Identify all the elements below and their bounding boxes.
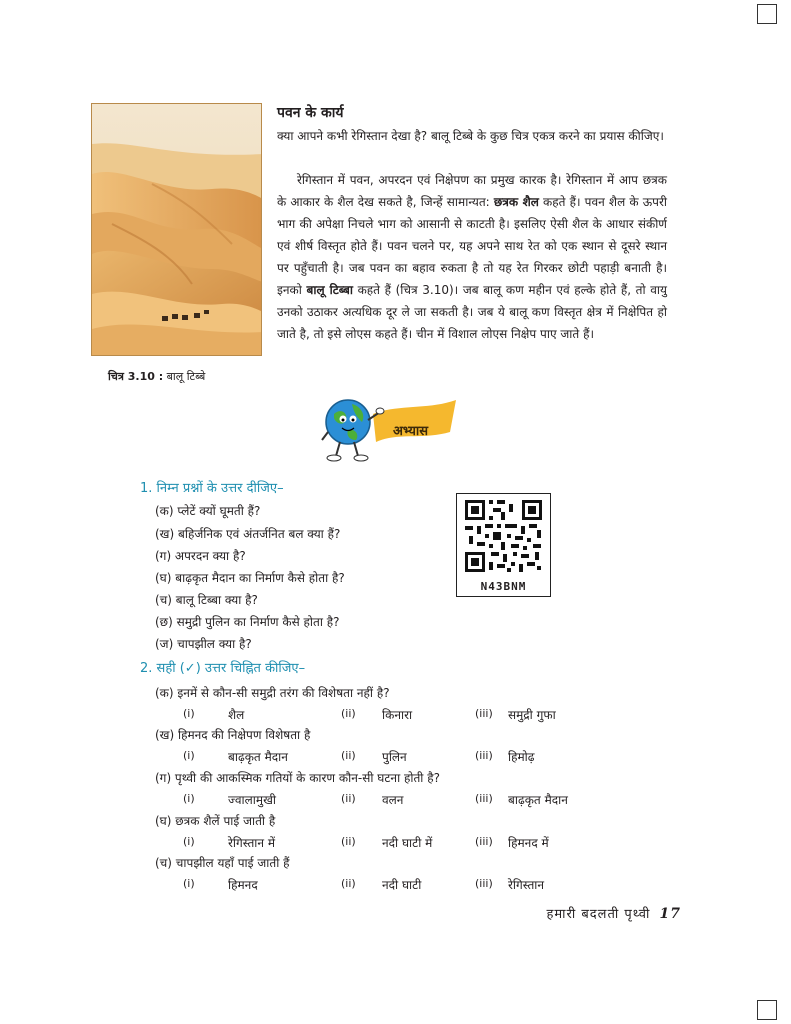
page-footer: [546, 904, 681, 922]
figure-label: चित्र 3.10 :: [108, 370, 164, 383]
option-text[interactable]: किनारा: [382, 708, 413, 722]
paragraph-wind-work: [277, 169, 667, 345]
q1-item: (ग) अपरदन क्या है?: [155, 549, 246, 563]
exercise-badge-globe-icon: [318, 392, 458, 464]
option-text[interactable]: वलन: [382, 793, 404, 807]
crop-mark-top-right: [757, 4, 777, 24]
option-numeral: (i): [183, 707, 195, 720]
qr-pattern-icon: [457, 496, 550, 576]
option-numeral: (ii): [341, 749, 356, 762]
option-numeral: (i): [183, 792, 195, 805]
q2-question: (घ) छत्रक शैलें पाई जाती है: [155, 814, 276, 828]
question-1-title: 1. निम्न प्रश्नों के उत्तर दीजिए–: [140, 481, 284, 496]
q2-question: (क) इनमें से कौन-सी समुद्री तरंग की विशेषता नहीं है?: [155, 686, 390, 700]
q2-question: (च) चापझील यहाँ पाई जाती हैं: [155, 856, 290, 870]
option-text[interactable]: नदी घाटी: [382, 878, 422, 892]
option-text[interactable]: ज्वालामुखी: [228, 793, 276, 807]
term-sand-dune: बालू टिब्बा: [306, 283, 353, 297]
sand-dunes-photo: [91, 103, 262, 356]
option-numeral: (ii): [341, 877, 356, 890]
q2-question: (ख) हिमनद की निक्षेपण विशेषता है: [155, 728, 311, 742]
option-numeral: (iii): [475, 835, 493, 848]
option-numeral: (i): [183, 877, 195, 890]
option-numeral: (ii): [341, 792, 356, 805]
paragraph-intro: क्या आपने कभी रेगिस्तान देखा है? बालू टिब्बे के कुछ चित्र एकत्र करने का प्रयास कीजिए।: [277, 129, 664, 143]
q1-item: (क) प्लेटें क्यों घूमती हैं?: [155, 504, 261, 518]
para2-part-a: रेगिस्तान में पवन, अपरदन एवं निक्षेपण का प्रमुख कारक है। रेगिस्तान में आप छत्रक के आकार के शैल देख सकते है, जिन्हें सामान्यत:: [277, 173, 667, 209]
option-text[interactable]: हिमोढ़: [508, 750, 535, 764]
option-numeral: (iii): [475, 877, 493, 890]
option-text[interactable]: नदी घाटी में: [382, 836, 433, 850]
figure-text: बालू टिब्बे: [166, 370, 206, 383]
q2-question: (ग) पृथ्वी की आकस्मिक गतियों के कारण कौन-सी घटना होती है?: [155, 771, 440, 785]
para2-part-c: कहते हैं (चित्र 3.10)। जब बालू कण महीन एवं हल्के होते हैं, तो वायु उनको उठाकर अत्यधिक दूर ले जा सकती है। जब ये बालू कण विस्तृत क्षेत्र में निक्षेपित हो जाते है, तो इसे लोएस कहते हैं। चीन में विशाल लोएस निक्षेप पाए जाते हैं।: [277, 283, 667, 341]
option-numeral: (iii): [475, 707, 493, 720]
q1-item: (घ) बाढ़कृत मैदान का निर्माण कैसे होता है?: [155, 571, 345, 585]
option-numeral: (ii): [341, 835, 356, 848]
qr-code-text: N43BNM: [480, 580, 527, 593]
option-numeral: (i): [183, 749, 195, 762]
figure-caption: [108, 369, 205, 384]
question-2-title: 2. सही (✓) उत्तर चिह्नित कीजिए–: [140, 661, 306, 676]
option-numeral: (iii): [475, 749, 493, 762]
option-text[interactable]: रेगिस्तान में: [228, 836, 276, 850]
q1-item: (च) बालू टिब्बा क्या है?: [155, 593, 258, 607]
option-text[interactable]: पुलिन: [382, 750, 407, 764]
option-text[interactable]: रेगिस्तान: [508, 878, 545, 892]
term-mushroom-rock: छत्रक शैल: [493, 195, 539, 209]
para2-part-b: कहते हैं। पवन शैल के ऊपरी भाग की अपेक्षा निचले भाग को आसानी से काटती है। इसलिए ऐसी शैल के आधार संकीर्ण एवं शीर्ष विस्तृत होते हैं। पवन चलने पर, यह अपने साथ रेत को एक स्थान से दूसरे स्थान पर पहुँचाती है। जब पवन का बहाव रुकता है तो यह रेत गिरकर छोटी पहाड़ी बनाती है। इनको: [277, 195, 667, 297]
q1-item: (ज) चापझील क्या है?: [155, 637, 252, 651]
option-text[interactable]: बाढ़कृत मैदान: [228, 750, 288, 764]
option-numeral: (iii): [475, 792, 493, 805]
option-text[interactable]: समुद्री गुफा: [508, 708, 556, 722]
option-text[interactable]: हिमनद में: [508, 836, 549, 850]
q1-item: (ख) बहिर्जनिक एवं अंतर्जनित बल क्या हैं?: [155, 527, 341, 541]
option-numeral: (i): [183, 835, 195, 848]
exercise-label: अभ्यास: [393, 424, 429, 439]
page-number: 17: [659, 906, 681, 922]
q1-item: (छ) समुद्री पुलिन का निर्माण कैसे होता है?: [155, 615, 340, 629]
crop-mark-bottom-right: [757, 1000, 777, 1020]
option-numeral: (ii): [341, 707, 356, 720]
option-text[interactable]: बाढ़कृत मैदान: [508, 793, 568, 807]
book-title: हमारी बदलती पृथ्वी: [546, 907, 651, 922]
section-heading: पवन के कार्य: [277, 105, 344, 121]
option-text[interactable]: हिमनद: [228, 878, 258, 892]
option-text[interactable]: शैल: [228, 708, 245, 722]
